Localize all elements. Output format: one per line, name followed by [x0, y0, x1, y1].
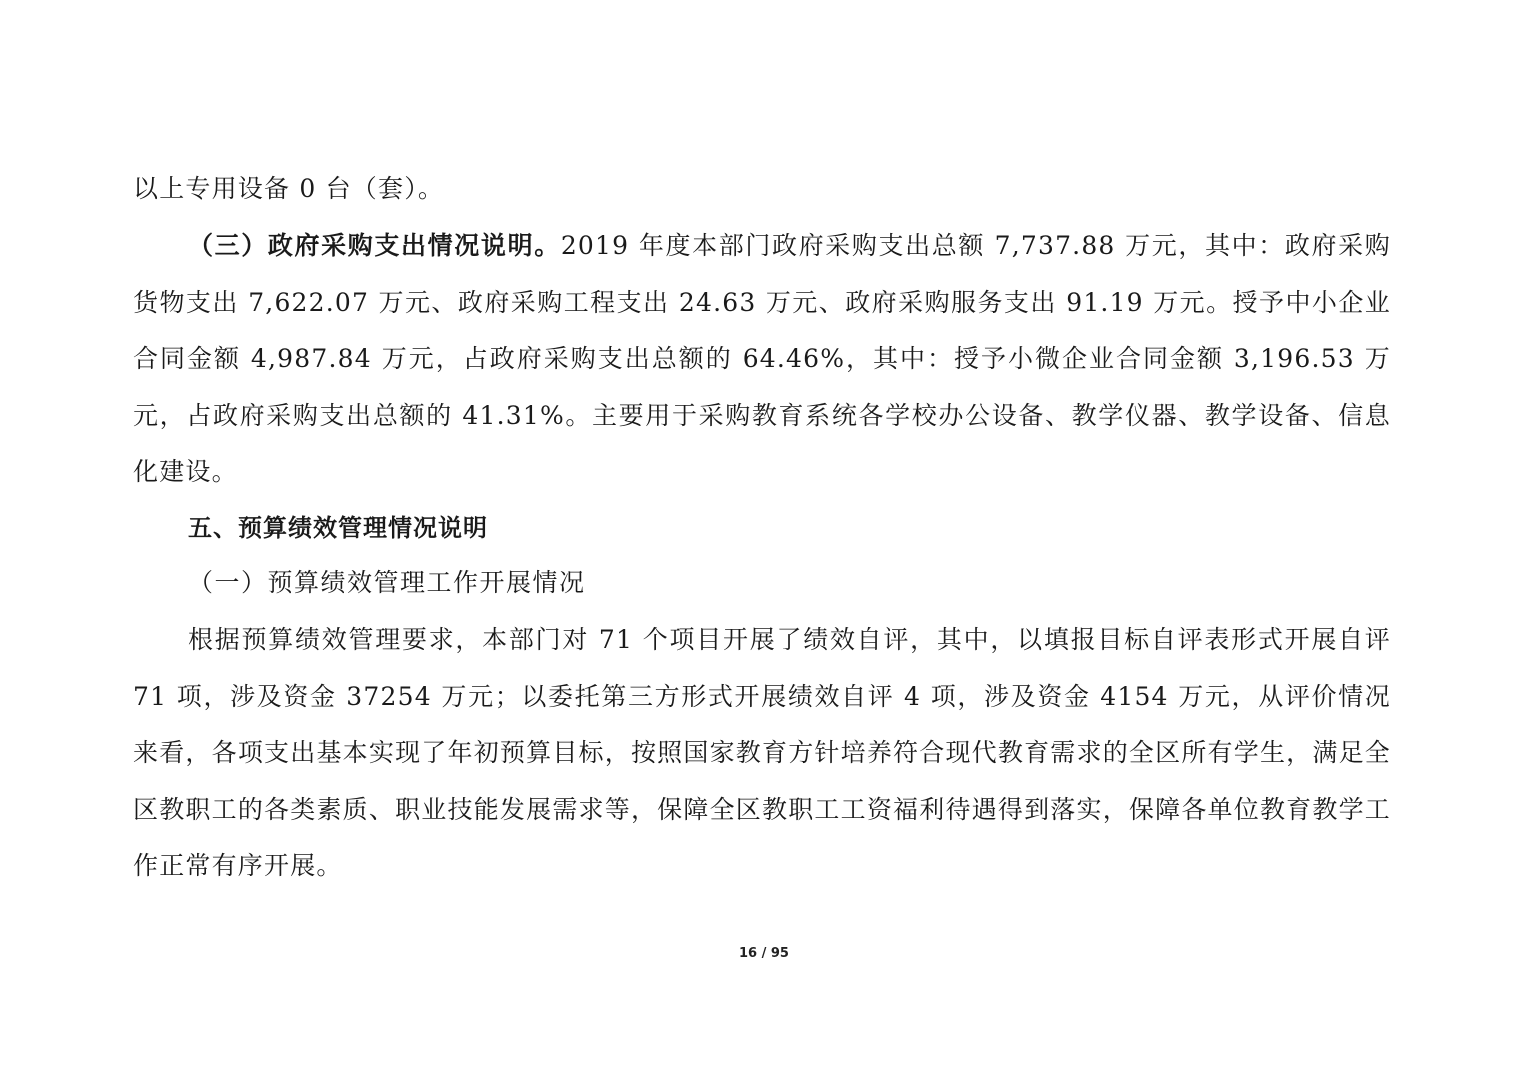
performance-paragraph: 根据预算绩效管理要求，本部门对 71 个项目开展了绩效自评，其中，以填报目标自评表形式开展自评 71 项，涉及资金 37254 万元；以委托第三方形式开展绩效自评 4 项，涉及资金 4154 万元，从评价情况来看，各项支出基本实现了年初预算目标，按照国家教育方针培养符合现代教育需求的全区所有学生，满足全区教职工的各类素质、职业技能发展需求等，保障全区教职工工资福利待遇得到落实，保障各单位教育教学工作正常有序开展。: [133, 625, 1391, 880]
procurement-paragraph: [133, 218, 1391, 501]
subsection-heading: （一）预算绩效管理工作开展情况: [188, 568, 586, 597]
continued-line: 以上专用设备 0 台（套）。: [133, 174, 445, 203]
procurement-body: 2019 年度本部门政府采购支出总额 7,737.88 万元，其中：政府采购货物支出 7,622.07 万元、政府采购工程支出 24.63 万元、政府采购服务支出 91.19 万元。授予中小企业合同金额 4,987.84 万元，占政府采购支出总额的 64.46%，其中：授予小微企业合同金额 3,196.53 万元，占政府采购支出总额的 41.31%。主要用于采购教育系统各学校办公设备、教学仪器、教学设备、信息化建设。: [133, 231, 1391, 486]
page-number: 16 / 95: [739, 946, 789, 961]
section-heading: 五、预算绩效管理情况说明: [188, 514, 488, 542]
procurement-lead: （三）政府采购支出情况说明。: [188, 231, 561, 260]
